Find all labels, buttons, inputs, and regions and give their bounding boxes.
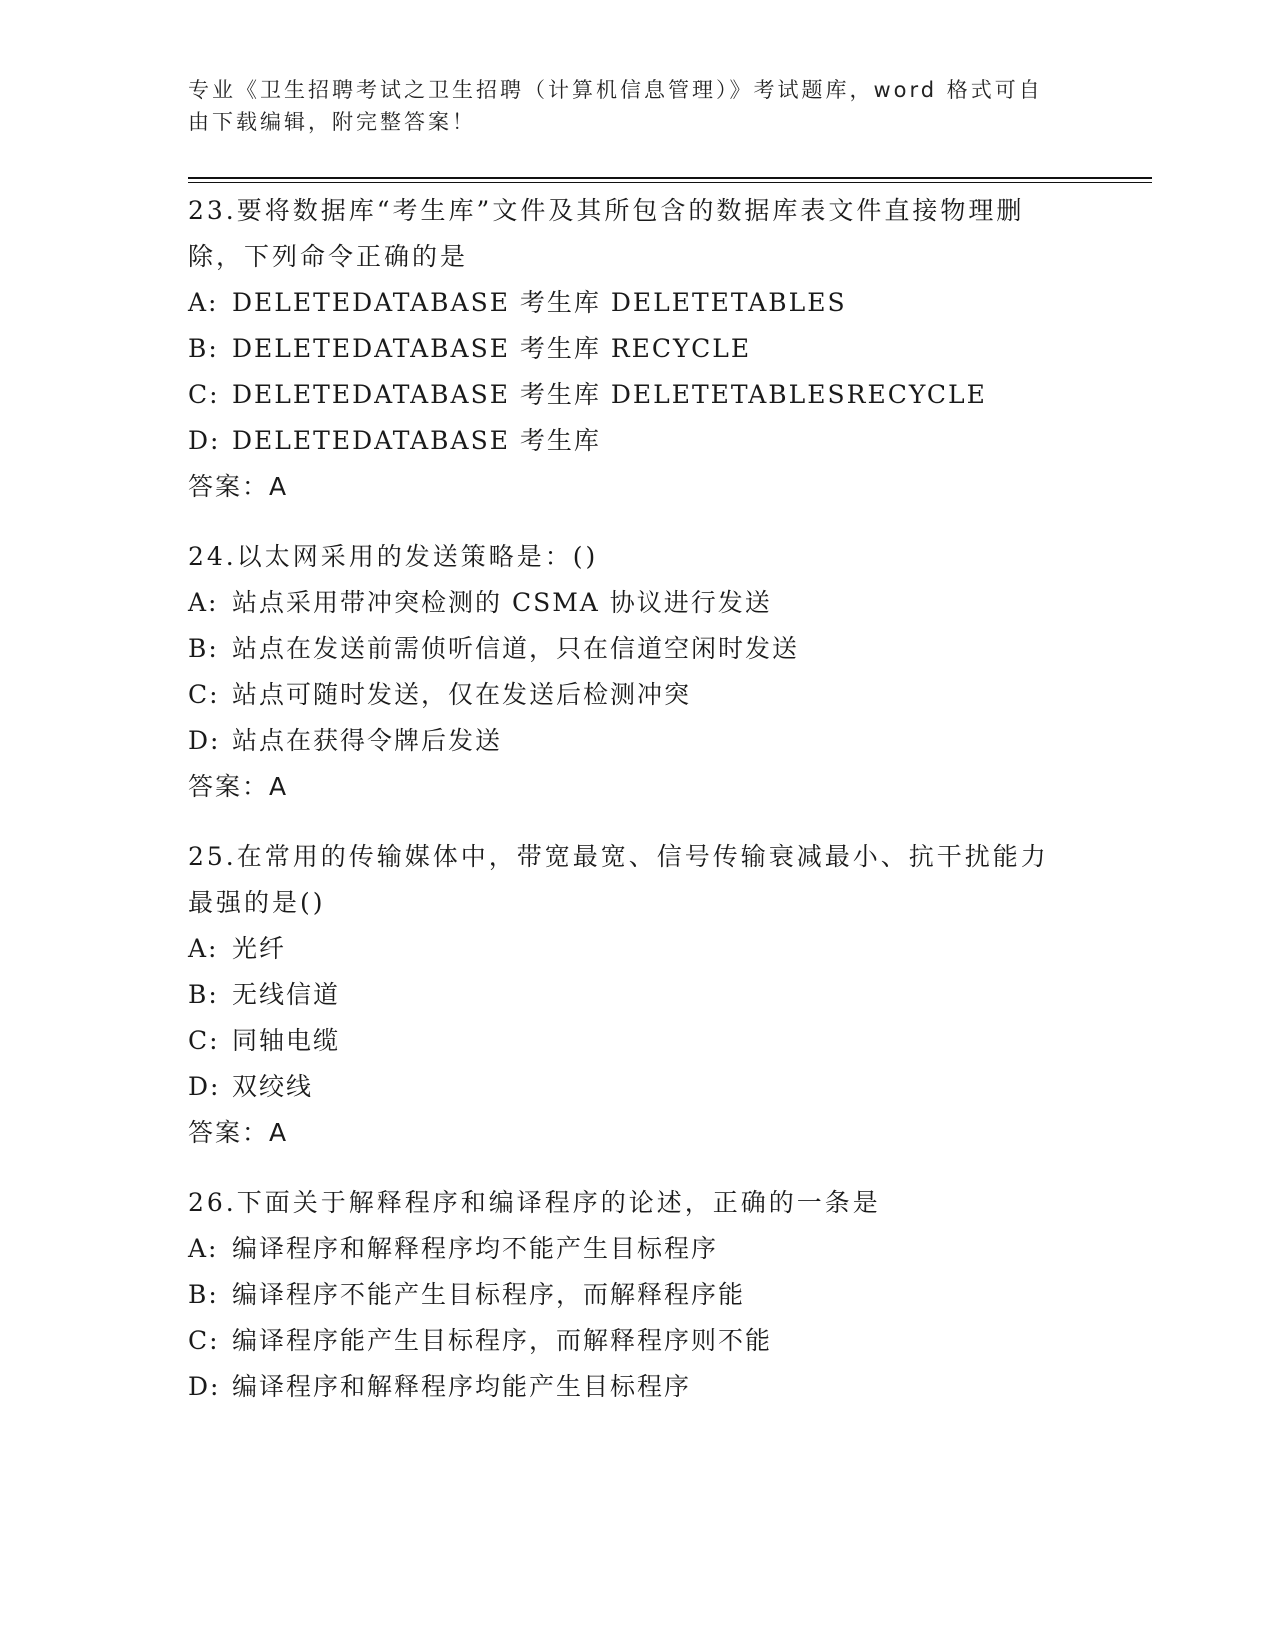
option-text: 站点在获得令牌后发送 — [232, 726, 503, 755]
option-text: 编译程序和解释程序均能产生目标程序 — [232, 1372, 692, 1401]
option-c — [188, 372, 1088, 418]
header-rule-thin — [188, 182, 1152, 183]
option-text: 光纤 — [232, 934, 287, 963]
question-list — [188, 188, 1088, 1434]
option-text: 编译程序能产生目标程序，而解释程序则不能 — [232, 1326, 773, 1355]
option-key: A: — [188, 588, 219, 617]
option-text: DELETEDATABASE 考生库 DELETETABLESRECYCLE — [232, 380, 987, 409]
option-text: DELETEDATABASE 考生库 — [232, 426, 601, 455]
option-text: DELETEDATABASE 考生库 RECYCLE — [232, 334, 752, 363]
option-key: B: — [188, 980, 219, 1009]
option-c — [188, 1018, 1088, 1064]
question-stem-line: 23.要将数据库“考生库”文件及其所包含的数据库表文件直接物理删 — [188, 196, 1025, 225]
option-key: A: — [188, 934, 219, 963]
option-b — [188, 972, 1088, 1018]
option-c — [188, 1318, 1088, 1364]
option-text: 站点在发送前需侦听信道，只在信道空闲时发送 — [232, 634, 800, 663]
option-key: C: — [188, 680, 220, 709]
option-a — [188, 280, 1088, 326]
option-b — [188, 1272, 1088, 1318]
option-key: D: — [188, 426, 221, 455]
option-key: B: — [188, 634, 219, 663]
option-key: A: — [188, 288, 219, 317]
option-b — [188, 626, 1088, 672]
option-text: 编译程序不能产生目标程序，而解释程序能 — [232, 1280, 746, 1309]
question-23 — [188, 188, 1088, 510]
question-stem-line: 25.在常用的传输媒体中，带宽最宽、信号传输衰减最小、抗干扰能力 — [188, 842, 1049, 871]
option-key: D: — [188, 1372, 221, 1401]
option-d — [188, 418, 1088, 464]
question-25 — [188, 834, 1088, 1156]
option-text: 双绞线 — [232, 1072, 314, 1101]
option-d — [188, 718, 1088, 764]
option-key: B: — [188, 334, 219, 363]
question-26 — [188, 1180, 1088, 1410]
option-key: B: — [188, 1280, 219, 1309]
option-a — [188, 926, 1088, 972]
option-key: D: — [188, 1072, 221, 1101]
option-b — [188, 326, 1088, 372]
answer-line: 答案：A — [188, 472, 289, 501]
option-key: A: — [188, 1234, 219, 1263]
question-stem-line: 除，下列命令正确的是 — [188, 242, 469, 271]
header-line: 由下载编辑，附完整答案！ — [188, 110, 476, 134]
question-stem-line: 24.以太网采用的发送策略是：() — [188, 542, 599, 571]
document-header — [188, 74, 1068, 138]
option-text: 同轴电缆 — [232, 1026, 341, 1055]
question-stem-line: 最强的是() — [188, 888, 326, 917]
option-d — [188, 1064, 1088, 1110]
option-text: 站点采用带冲突检测的 CSMA 协议进行发送 — [232, 588, 772, 617]
header-line: 专业《卫生招聘考试之卫生招聘（计算机信息管理）》考试题库，word 格式可自 — [188, 78, 1043, 102]
option-c — [188, 672, 1088, 718]
option-text: 编译程序和解释程序均不能产生目标程序 — [232, 1234, 719, 1263]
option-text: 无线信道 — [232, 980, 341, 1009]
option-d — [188, 1364, 1088, 1410]
option-key: C: — [188, 1326, 220, 1355]
header-rule-thick — [188, 177, 1152, 179]
question-24 — [188, 534, 1088, 810]
answer-line: 答案：A — [188, 772, 289, 801]
option-a — [188, 580, 1088, 626]
answer-line: 答案：A — [188, 1118, 289, 1147]
option-text: 站点可随时发送，仅在发送后检测冲突 — [232, 680, 692, 709]
option-text: DELETEDATABASE 考生库 DELETETABLES — [232, 288, 847, 317]
option-a — [188, 1226, 1088, 1272]
option-key: C: — [188, 380, 220, 409]
option-key: C: — [188, 1026, 220, 1055]
question-stem-line: 26.下面关于解释程序和编译程序的论述，正确的一条是 — [188, 1188, 881, 1217]
option-key: D: — [188, 726, 221, 755]
